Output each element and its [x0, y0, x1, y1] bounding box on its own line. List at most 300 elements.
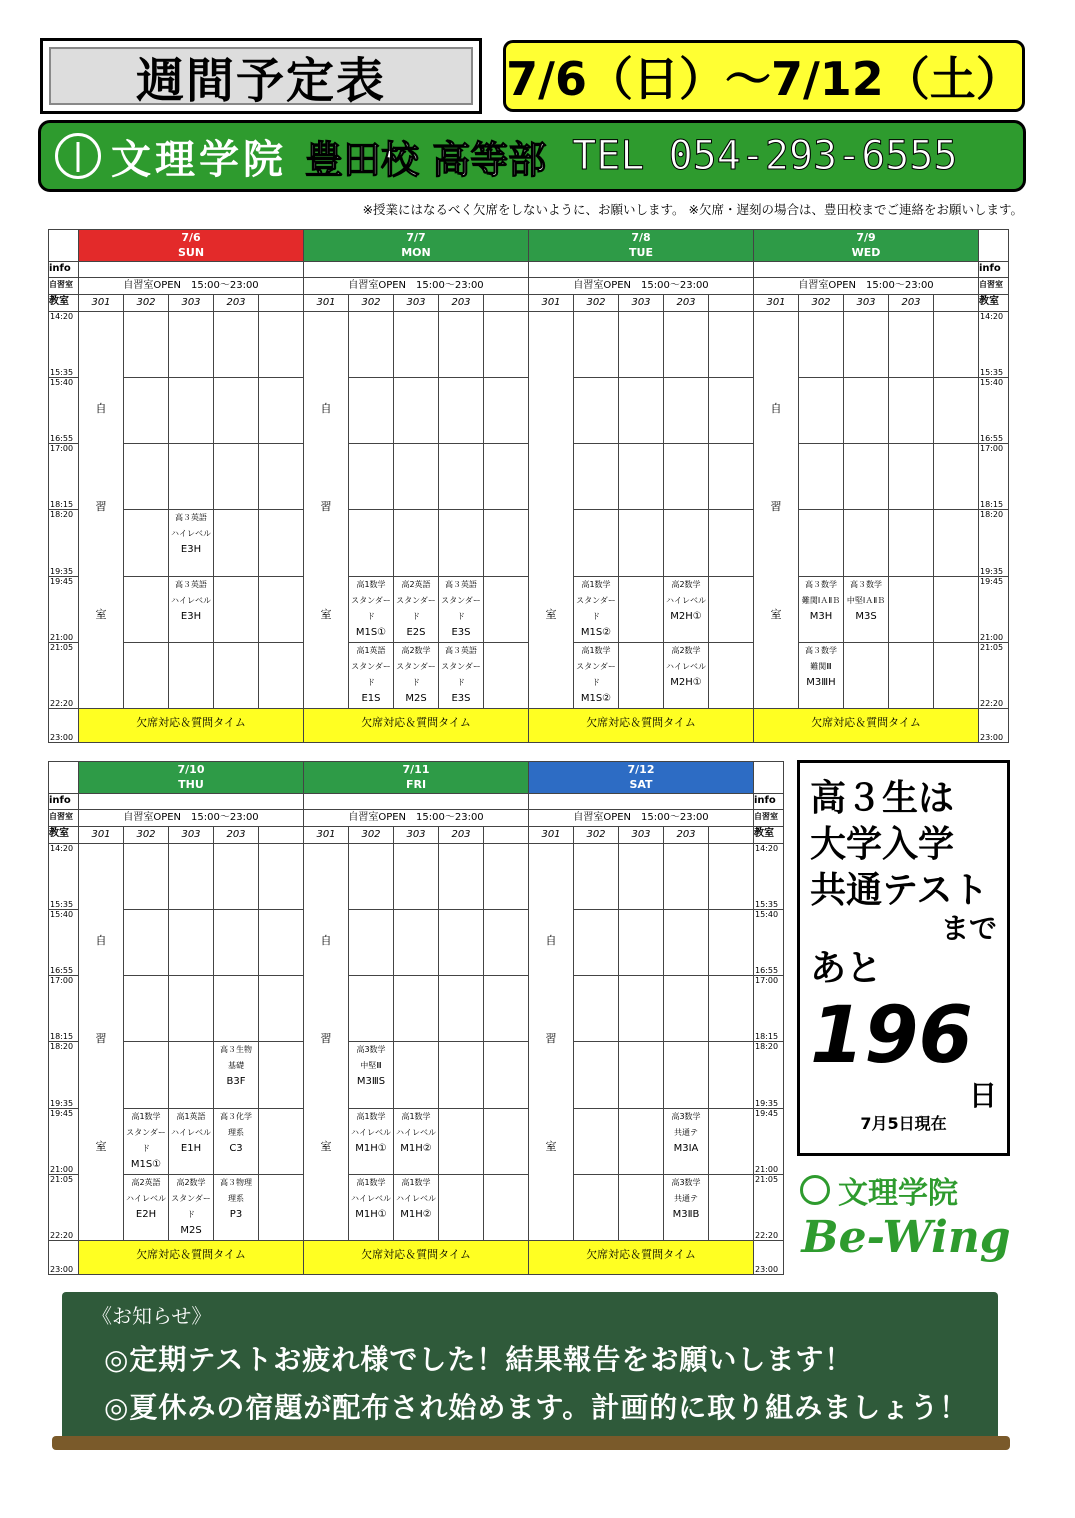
- time-slot: 18:20 19:35: [49, 510, 79, 576]
- class-cell[interactable]: 高1数学 ハイレベル M1H②: [394, 1108, 439, 1174]
- school-logo-icon: [800, 1175, 830, 1205]
- empty-slot: [484, 444, 529, 510]
- day-header: [79, 230, 304, 262]
- brand-logo: [800, 1168, 1012, 1276]
- info-cell: [304, 794, 529, 810]
- empty-slot: [799, 312, 844, 378]
- corner-cell: [49, 762, 79, 794]
- class-cell[interactable]: 高2数学 スタンダード M2S: [394, 642, 439, 708]
- empty-slot: [709, 910, 754, 976]
- empty-slot: [259, 844, 304, 910]
- time-slot: 17:00 18:15: [979, 444, 1009, 510]
- day-date: 7/11: [402, 763, 430, 776]
- time-slot: 14:20 15:35: [49, 312, 79, 378]
- empty-slot: [124, 844, 169, 910]
- empty-slot: [934, 510, 979, 576]
- empty-slot: [619, 1042, 664, 1108]
- time-slot: 18:20 19:35: [49, 1042, 79, 1108]
- empty-slot: [664, 312, 709, 378]
- empty-slot: [439, 510, 484, 576]
- room-label: 教室: [979, 295, 1009, 312]
- empty-slot: [619, 444, 664, 510]
- info-cell: [754, 262, 979, 278]
- class-cell[interactable]: 高３化学 理系 C3: [214, 1108, 259, 1174]
- empty-slot: [619, 976, 664, 1042]
- time-slot: 23:00: [49, 709, 79, 743]
- empty-slot: [124, 576, 169, 642]
- room-number: 203: [664, 827, 709, 844]
- schedule-table: [48, 761, 784, 1275]
- day-name: THU: [178, 778, 204, 791]
- room-number: 203: [439, 827, 484, 844]
- time-slot: 15:40 16:55: [49, 378, 79, 444]
- empty-slot: [484, 1174, 529, 1240]
- class-cell[interactable]: 高３数学 難関Ⅲ M3ⅢH: [799, 642, 844, 708]
- room-number: 301: [79, 295, 124, 312]
- empty-slot: [574, 312, 619, 378]
- empty-slot: [889, 576, 934, 642]
- empty-slot: [664, 844, 709, 910]
- empty-slot: [259, 1108, 304, 1174]
- empty-slot: [844, 510, 889, 576]
- empty-slot: [709, 378, 754, 444]
- empty-slot: [439, 1108, 484, 1174]
- class-cell[interactable]: 高1英語 スタンダード E1S: [349, 642, 394, 708]
- jishushitsu-column: 自 習 室: [754, 312, 799, 709]
- empty-slot: [619, 844, 664, 910]
- board-frame: [52, 1436, 1010, 1450]
- time-slot: 19:45 21:00: [754, 1108, 784, 1174]
- room-number: 301: [79, 827, 124, 844]
- room-number: 301: [304, 295, 349, 312]
- open-hours: 自習室OPEN 15:00～23:00: [79, 278, 304, 295]
- empty-slot: [709, 642, 754, 708]
- empty-slot: [394, 378, 439, 444]
- qa-time: 欠席対応＆質問タイム: [304, 1241, 529, 1275]
- qa-time: 欠席対応＆質問タイム: [304, 709, 529, 743]
- class-cell[interactable]: 高３英語 スタンダード E3S: [439, 576, 484, 642]
- day-date: 7/12: [627, 763, 655, 776]
- empty-slot: [574, 378, 619, 444]
- info-label: info: [754, 794, 784, 810]
- qa-time: 欠席対応＆質問タイム: [79, 709, 304, 743]
- empty-slot: [169, 910, 214, 976]
- info-cell: [79, 262, 304, 278]
- countdown-line4: まで: [940, 912, 997, 945]
- empty-slot: [664, 510, 709, 576]
- schedule-table: [48, 229, 1009, 743]
- empty-slot: [709, 576, 754, 642]
- time-slot: 19:45 21:00: [49, 576, 79, 642]
- class-cell[interactable]: 高３英語 スタンダード E3S: [439, 642, 484, 708]
- countdown-asof: 7月5日現在: [860, 1114, 947, 1133]
- empty-slot: [934, 378, 979, 444]
- empty-slot: [889, 510, 934, 576]
- empty-slot: [169, 378, 214, 444]
- time-slot: 18:20 19:35: [754, 1042, 784, 1108]
- class-cell[interactable]: 高2数学 ハイレベル M2H①: [664, 642, 709, 708]
- school-name: 文理学院: [111, 136, 287, 183]
- room-number: 301: [529, 295, 574, 312]
- class-cell[interactable]: 高2数学 スタンダード M2S: [169, 1174, 214, 1240]
- class-cell[interactable]: 高３英語 ハイレベル E3H: [169, 576, 214, 642]
- time-slot: 15:40 16:55: [754, 910, 784, 976]
- empty-slot: [169, 976, 214, 1042]
- class-cell[interactable]: 高1数学 スタンダード M1S①: [124, 1108, 169, 1174]
- open-hours: 自習室OPEN 15:00～23:00: [529, 810, 754, 827]
- phone-number: TEL 054-293-6555: [572, 133, 958, 179]
- jishushitsu-label: 自習室: [754, 810, 784, 827]
- class-cell[interactable]: 高３物理 理系 P3: [214, 1174, 259, 1240]
- empty-slot: [349, 378, 394, 444]
- countdown-line2: 大学入学: [810, 823, 955, 865]
- empty-slot: [889, 642, 934, 708]
- empty-slot: [214, 444, 259, 510]
- empty-slot: [439, 844, 484, 910]
- info-cell: [304, 262, 529, 278]
- jishushitsu-column: 自 習 室: [529, 844, 574, 1241]
- time-slot: 17:00 18:15: [49, 976, 79, 1042]
- empty-slot: [214, 312, 259, 378]
- empty-slot: [214, 844, 259, 910]
- room-number: 303: [169, 295, 214, 312]
- time-slot: 21:05 22:20: [979, 642, 1009, 708]
- room-blank: [709, 827, 754, 844]
- countdown-line3: 共通テスト: [810, 869, 989, 911]
- open-hours: 自習室OPEN 15:00～23:00: [754, 278, 979, 295]
- empty-slot: [439, 910, 484, 976]
- room-number: 303: [394, 295, 439, 312]
- room-number: 203: [214, 827, 259, 844]
- empty-slot: [799, 510, 844, 576]
- empty-slot: [349, 976, 394, 1042]
- room-number: 203: [439, 295, 484, 312]
- empty-slot: [214, 510, 259, 576]
- empty-slot: [484, 312, 529, 378]
- empty-slot: [844, 312, 889, 378]
- room-number: 303: [844, 295, 889, 312]
- open-hours: 自習室OPEN 15:00～23:00: [304, 278, 529, 295]
- empty-slot: [799, 378, 844, 444]
- empty-slot: [664, 378, 709, 444]
- empty-slot: [619, 1108, 664, 1174]
- time-slot: 14:20 15:35: [49, 844, 79, 910]
- class-cell[interactable]: 高3数学 中堅Ⅲ M3ⅢS: [349, 1042, 394, 1108]
- room-blank: [484, 827, 529, 844]
- room-blank: [934, 295, 979, 312]
- empty-slot: [934, 642, 979, 708]
- board-line1: ◎定期テストお疲れ様でした！結果報告をお願いします！: [104, 1343, 854, 1376]
- time-slot: 21:05 22:20: [49, 1174, 79, 1240]
- open-hours: 自習室OPEN 15:00～23:00: [304, 810, 529, 827]
- room-number: 303: [394, 827, 439, 844]
- empty-slot: [439, 976, 484, 1042]
- room-blank: [484, 295, 529, 312]
- empty-slot: [799, 444, 844, 510]
- empty-slot: [574, 844, 619, 910]
- time-slot: 15:40 16:55: [979, 378, 1009, 444]
- room-number: 203: [889, 295, 934, 312]
- empty-slot: [259, 510, 304, 576]
- empty-slot: [169, 444, 214, 510]
- time-slot: 21:05 22:20: [754, 1174, 784, 1240]
- countdown-line5: あと: [810, 947, 883, 989]
- board-line2: ◎夏休みの宿題が配布され始めます。計画的に取り組みましょう！: [104, 1391, 969, 1424]
- day-name: WED: [851, 246, 881, 259]
- empty-slot: [709, 976, 754, 1042]
- empty-slot: [574, 1174, 619, 1240]
- jishushitsu-column: 自 習 室: [79, 312, 124, 709]
- empty-slot: [574, 1108, 619, 1174]
- empty-slot: [889, 444, 934, 510]
- empty-slot: [394, 1042, 439, 1108]
- empty-slot: [484, 976, 529, 1042]
- jishushitsu-column: 自 習 室: [304, 844, 349, 1241]
- empty-slot: [394, 510, 439, 576]
- empty-slot: [259, 642, 304, 708]
- schedule-week1: [48, 229, 1009, 743]
- empty-slot: [574, 510, 619, 576]
- empty-slot: [709, 1042, 754, 1108]
- empty-slot: [124, 378, 169, 444]
- room-blank: [259, 295, 304, 312]
- class-cell[interactable]: 高3数学 共通テ M3ⅡB: [664, 1174, 709, 1240]
- jishushitsu-column: 自 習 室: [304, 312, 349, 709]
- info-cell: [529, 262, 754, 278]
- attendance-notice: ※授業にはなるべく欠席をしないように、お願いします。 ※欠席・遅刻の場合は、豊田校までご連絡をお願いします。: [362, 202, 1023, 217]
- room-number: 303: [619, 827, 664, 844]
- class-cell[interactable]: 高2数学 ハイレベル M2H①: [664, 576, 709, 642]
- countdown-unit: 日: [968, 1079, 997, 1112]
- day-name: SUN: [177, 246, 205, 259]
- empty-slot: [259, 1042, 304, 1108]
- empty-slot: [214, 642, 259, 708]
- empty-slot: [709, 1174, 754, 1240]
- page-title: 週間予定表: [40, 38, 482, 114]
- empty-slot: [349, 510, 394, 576]
- empty-slot: [619, 910, 664, 976]
- empty-slot: [259, 312, 304, 378]
- exam-countdown: [797, 760, 1010, 1156]
- room-number: 302: [124, 827, 169, 844]
- empty-slot: [574, 910, 619, 976]
- day-header: [529, 762, 754, 794]
- time-slot: 17:00 18:15: [49, 444, 79, 510]
- empty-slot: [349, 910, 394, 976]
- day-date: 7/7: [406, 231, 426, 244]
- empty-slot: [439, 378, 484, 444]
- time-slot: 23:00: [49, 1241, 79, 1275]
- empty-slot: [619, 312, 664, 378]
- date-range: 7/6（日）～7/12（土）: [503, 40, 1025, 112]
- empty-slot: [214, 576, 259, 642]
- empty-slot: [709, 844, 754, 910]
- room-label: 教室: [754, 827, 784, 844]
- room-label: 教室: [49, 827, 79, 844]
- room-label: 教室: [49, 295, 79, 312]
- empty-slot: [574, 1042, 619, 1108]
- room-number: 203: [214, 295, 259, 312]
- corner-cell: [754, 762, 784, 794]
- empty-slot: [889, 312, 934, 378]
- room-number: 302: [574, 827, 619, 844]
- room-number: 301: [529, 827, 574, 844]
- day-name: MON: [401, 246, 431, 259]
- empty-slot: [619, 378, 664, 444]
- room-number: 302: [349, 295, 394, 312]
- jishushitsu-column: 室: [529, 312, 574, 709]
- room-number: 302: [799, 295, 844, 312]
- jishushitsu-label: 自習室: [979, 278, 1009, 295]
- empty-slot: [124, 910, 169, 976]
- room-number: 203: [664, 295, 709, 312]
- corner-cell: [979, 230, 1009, 262]
- time-slot: 14:20 15:35: [979, 312, 1009, 378]
- empty-slot: [169, 844, 214, 910]
- empty-slot: [439, 312, 484, 378]
- empty-slot: [664, 1042, 709, 1108]
- jishushitsu-label: 自習室: [49, 810, 79, 827]
- time-slot: 14:20 15:35: [754, 844, 784, 910]
- day-name: SAT: [629, 778, 653, 791]
- info-cell: [529, 794, 754, 810]
- bewing-logo: Be-Wing: [801, 1212, 1011, 1263]
- empty-slot: [259, 378, 304, 444]
- time-slot: 19:45 21:00: [49, 1108, 79, 1174]
- empty-slot: [889, 378, 934, 444]
- empty-slot: [484, 576, 529, 642]
- class-cell[interactable]: 高1数学 スタンダード M1S②: [574, 576, 619, 642]
- empty-slot: [259, 444, 304, 510]
- empty-slot: [124, 444, 169, 510]
- class-cell[interactable]: 高1英語 ハイレベル E1H: [169, 1108, 214, 1174]
- info-label: info: [979, 262, 1009, 278]
- empty-slot: [124, 1042, 169, 1108]
- day-header: [754, 230, 979, 262]
- jishushitsu-label: 自習室: [49, 278, 79, 295]
- empty-slot: [124, 976, 169, 1042]
- empty-slot: [844, 444, 889, 510]
- room-number: 303: [619, 295, 664, 312]
- empty-slot: [484, 910, 529, 976]
- notice-board: [62, 1292, 998, 1440]
- class-cell[interactable]: 高３生物 基礎 B3F: [214, 1042, 259, 1108]
- empty-slot: [709, 312, 754, 378]
- empty-slot: [259, 910, 304, 976]
- qa-time: 欠席対応＆質問タイム: [79, 1241, 304, 1275]
- day-header: [79, 762, 304, 794]
- empty-slot: [484, 844, 529, 910]
- qa-time: 欠席対応＆質問タイム: [529, 709, 754, 743]
- empty-slot: [934, 312, 979, 378]
- time-slot: 17:00 18:15: [754, 976, 784, 1042]
- day-date: 7/10: [177, 763, 205, 776]
- room-blank: [709, 295, 754, 312]
- empty-slot: [439, 1174, 484, 1240]
- empty-slot: [214, 910, 259, 976]
- empty-slot: [619, 1174, 664, 1240]
- qa-time: 欠席対応＆質問タイム: [754, 709, 979, 743]
- class-cell[interactable]: 高３数学 中堅ⅠＡⅡＢ M3S: [844, 576, 889, 642]
- empty-slot: [664, 444, 709, 510]
- class-cell[interactable]: 高2英語 スタンダード E2S: [394, 576, 439, 642]
- empty-slot: [844, 642, 889, 708]
- countdown-days: 196: [810, 991, 973, 1081]
- board-title: 《お知らせ》: [92, 1304, 212, 1328]
- empty-slot: [394, 444, 439, 510]
- qa-time: 欠席対応＆質問タイム: [529, 1241, 754, 1275]
- empty-slot: [484, 642, 529, 708]
- empty-slot: [349, 312, 394, 378]
- class-cell[interactable]: 高1数学 ハイレベル M1H①: [349, 1108, 394, 1174]
- empty-slot: [439, 444, 484, 510]
- class-cell[interactable]: 高1数学 スタンダード M1S①: [349, 576, 394, 642]
- empty-slot: [394, 976, 439, 1042]
- empty-slot: [124, 510, 169, 576]
- empty-slot: [394, 844, 439, 910]
- empty-slot: [349, 844, 394, 910]
- class-cell[interactable]: 高3数学 共通テ M3ⅠA: [664, 1108, 709, 1174]
- empty-slot: [394, 910, 439, 976]
- class-cell[interactable]: 高３英語 ハイレベル E3H: [169, 510, 214, 576]
- empty-slot: [709, 444, 754, 510]
- empty-slot: [574, 976, 619, 1042]
- class-cell[interactable]: 高1数学 スタンダード M1S②: [574, 642, 619, 708]
- day-date: 7/9: [856, 231, 876, 244]
- brand-name: 文理学院: [838, 1176, 958, 1211]
- empty-slot: [394, 312, 439, 378]
- empty-slot: [484, 510, 529, 576]
- empty-slot: [124, 642, 169, 708]
- empty-slot: [664, 910, 709, 976]
- empty-slot: [574, 444, 619, 510]
- info-cell: [79, 794, 304, 810]
- empty-slot: [619, 642, 664, 708]
- empty-slot: [439, 1042, 484, 1108]
- class-cell[interactable]: 高1数学 ハイレベル M1H①: [349, 1174, 394, 1240]
- info-label: info: [49, 262, 79, 278]
- class-cell[interactable]: 高３数学 難関ⅠＡⅡＢ M3H: [799, 576, 844, 642]
- empty-slot: [484, 1108, 529, 1174]
- day-header: [304, 762, 529, 794]
- empty-slot: [844, 378, 889, 444]
- empty-slot: [709, 510, 754, 576]
- time-slot: 15:40 16:55: [49, 910, 79, 976]
- info-label: info: [49, 794, 79, 810]
- day-date: 7/8: [631, 231, 651, 244]
- room-number: 301: [304, 827, 349, 844]
- empty-slot: [484, 1042, 529, 1108]
- empty-slot: [619, 576, 664, 642]
- class-cell[interactable]: 高2英語 ハイレベル E2H: [124, 1174, 169, 1240]
- class-cell[interactable]: 高1数学 ハイレベル M1H②: [394, 1174, 439, 1240]
- empty-slot: [349, 444, 394, 510]
- empty-slot: [934, 576, 979, 642]
- open-hours: 自習室OPEN 15:00～23:00: [79, 810, 304, 827]
- school-banner: [38, 120, 1026, 192]
- time-slot: 19:45 21:00: [979, 576, 1009, 642]
- empty-slot: [169, 642, 214, 708]
- empty-slot: [169, 312, 214, 378]
- school-logo-icon: [55, 133, 101, 179]
- empty-slot: [934, 444, 979, 510]
- empty-slot: [709, 1108, 754, 1174]
- schedule-week2: [48, 761, 784, 1275]
- day-date: 7/6: [181, 231, 201, 244]
- empty-slot: [484, 378, 529, 444]
- branch-name: 豊田校 高等部: [305, 137, 547, 182]
- countdown-line1: 高３生は: [810, 777, 955, 819]
